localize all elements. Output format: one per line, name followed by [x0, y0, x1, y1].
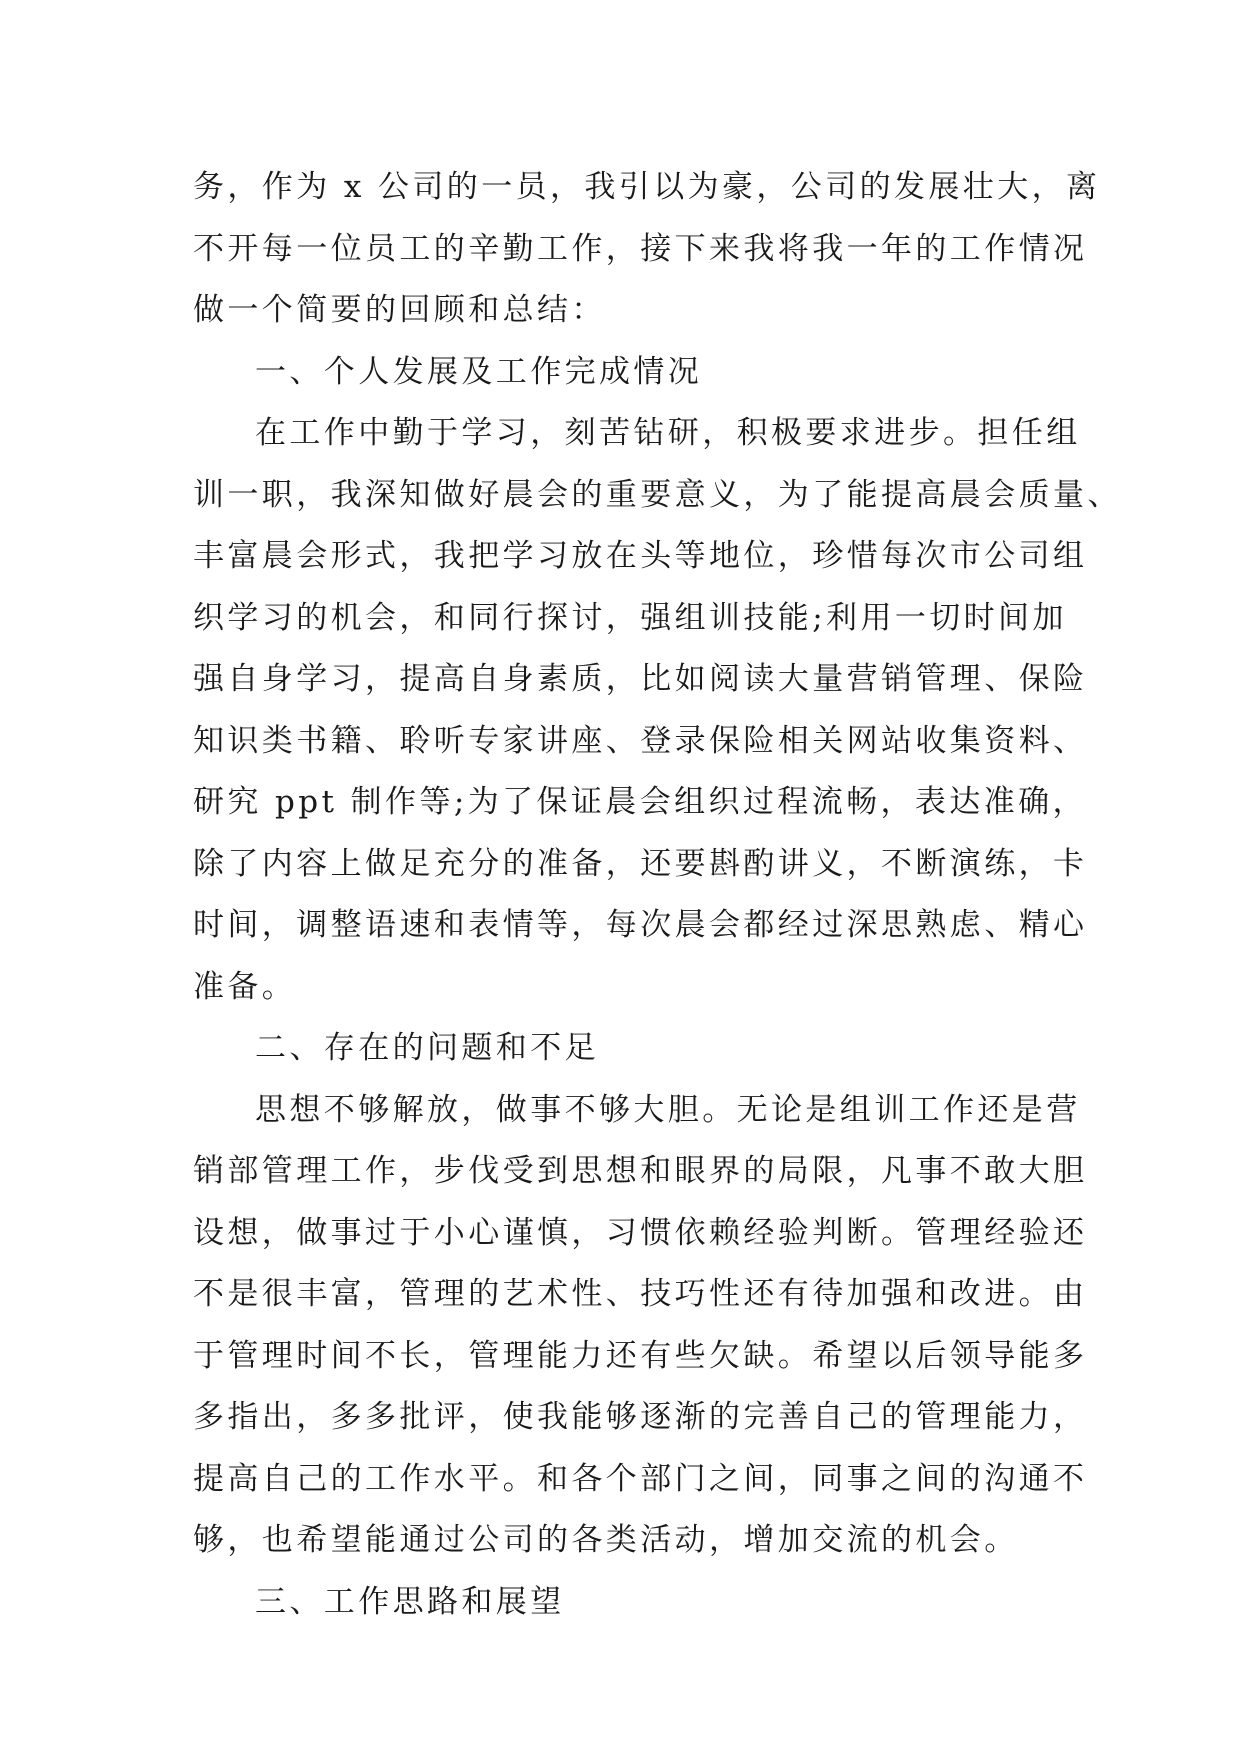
- text-line: 强自身学习，提高自身素质，比如阅读大量营销管理、保险: [193, 661, 1088, 697]
- text-line: 研究 ppt 制作等;为了保证晨会组织过程流畅，表达准确，: [193, 784, 1087, 820]
- text-line: 时间，调整语速和表情等，每次晨会都经过深思熟虑、精心: [193, 907, 1088, 943]
- text-line: 不是很丰富，管理的艺术性、技巧性还有待加强和改进。由: [193, 1276, 1088, 1312]
- text-line: 够，也希望能通过公司的各类活动，增加交流的机会。: [193, 1522, 1019, 1558]
- text-line: 知识类书籍、聆听专家讲座、登录保险相关网站收集资料、: [193, 722, 1088, 759]
- text-line: 销部管理工作，步伐受到思想和眼界的局限，凡事不敢大胆: [193, 1153, 1088, 1189]
- text-line: 除了内容上做足充分的准备，还要斟酌讲义，不断演练，卡: [193, 845, 1088, 882]
- text-line: 二、存在的问题和不足: [255, 1030, 599, 1066]
- text-line: 多指出，多多批评，使我能够逐渐的完善自己的管理能力，: [193, 1399, 1088, 1435]
- text-line: 织学习的机会，和同行探讨，强组训技能;利用一切时间加: [193, 599, 1067, 636]
- document-body: [193, 157, 1122, 1633]
- text-line: 于管理时间不长，管理能力还有些欠缺。希望以后领导能多: [193, 1337, 1088, 1374]
- text-line: 思想不够解放，做事不够大胆。无论是组训工作还是营: [255, 1091, 1081, 1128]
- text-line: 一、个人发展及工作完成情况: [255, 353, 703, 390]
- text-line: 丰富晨会形式，我把学习放在头等地位，珍惜每次市公司组: [193, 538, 1088, 574]
- text-line: 设想，做事过于小心谨慎，习惯依赖经验判断。管理经验还: [193, 1214, 1088, 1251]
- text-line: 务，作为 x 公司的一员，我引以为豪，公司的发展壮大，离: [193, 169, 1101, 205]
- text-line: 做一个简要的回顾和总结：: [193, 292, 606, 328]
- text-line: 准备。: [193, 968, 297, 1005]
- text-line: 训一职，我深知做好晨会的重要意义，为了能提高晨会质量、: [193, 476, 1122, 513]
- text-line: 提高自己的工作水平。和各个部门之间，同事之间的沟通不: [193, 1460, 1088, 1497]
- text-line: 在工作中勤于学习，刻苦钻研，积极要求进步。担任组: [255, 415, 1081, 451]
- text-line: 不开每一位员工的辛勤工作，接下来我将我一年的工作情况: [193, 230, 1088, 267]
- text-line: 三、工作思路和展望: [255, 1583, 565, 1620]
